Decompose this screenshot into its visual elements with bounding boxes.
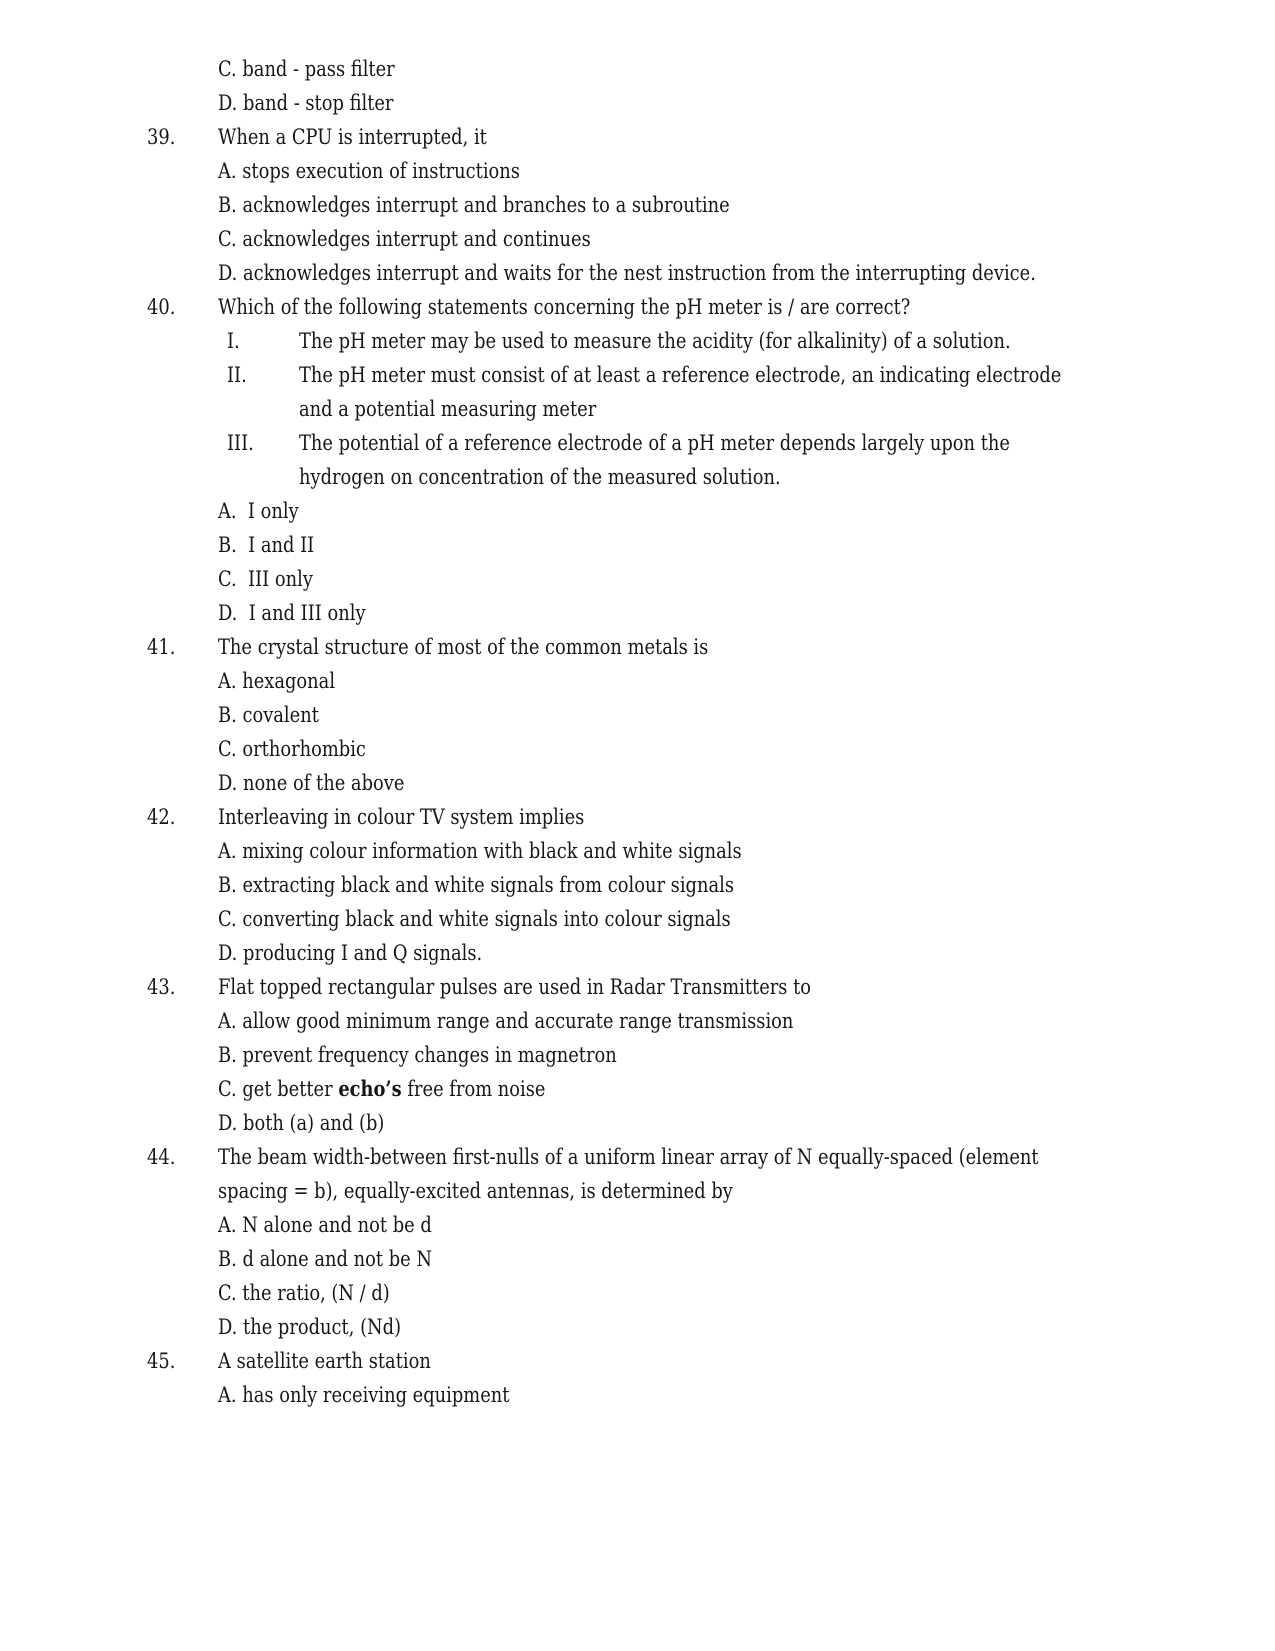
option-line bbox=[0, 902, 1275, 936]
question-line bbox=[0, 120, 1275, 154]
option-line bbox=[0, 256, 1275, 290]
statement-numeral: I. bbox=[227, 329, 240, 353]
line-text: B. covalent bbox=[218, 703, 319, 727]
question-line bbox=[0, 1140, 1275, 1174]
line-text: C. III only bbox=[218, 567, 313, 591]
option-line bbox=[0, 1276, 1275, 1310]
option-line bbox=[0, 1004, 1275, 1038]
option-line bbox=[0, 596, 1275, 630]
statement-numeral: III. bbox=[227, 431, 254, 455]
question-number: 40. bbox=[147, 295, 176, 319]
emphasized-text: echo’s bbox=[338, 1076, 402, 1101]
option-line bbox=[0, 664, 1275, 698]
statement-continuation-line bbox=[0, 460, 1275, 494]
question-number: 44. bbox=[147, 1145, 176, 1169]
line-text: A satellite earth station bbox=[218, 1349, 431, 1373]
option-line bbox=[0, 154, 1275, 188]
document-lines bbox=[0, 52, 1275, 1412]
line-text: A. mixing colour information with black and white signals bbox=[218, 839, 742, 863]
line-text: A. hexagonal bbox=[218, 669, 336, 693]
line-text: B. d alone and not be N bbox=[218, 1247, 433, 1271]
option-line bbox=[0, 936, 1275, 970]
line-text: D. none of the above bbox=[218, 771, 405, 795]
option-line bbox=[0, 732, 1275, 766]
line-text: A. has only receiving equipment bbox=[218, 1383, 510, 1407]
option-line bbox=[0, 222, 1275, 256]
question-number: 45. bbox=[147, 1349, 176, 1373]
line-text: hydrogen on concentration of the measured solution. bbox=[299, 465, 781, 489]
statement-line bbox=[0, 426, 1275, 460]
line-text: D. producing I and Q signals. bbox=[218, 941, 483, 965]
line-text: C. converting black and white signals into colour signals bbox=[218, 907, 731, 931]
option-line bbox=[0, 188, 1275, 222]
option-line bbox=[0, 1242, 1275, 1276]
line-text: A. stops execution of instructions bbox=[218, 159, 520, 183]
line-text: A. allow good minimum range and accurate range transmission bbox=[218, 1009, 794, 1033]
option-line bbox=[0, 86, 1275, 120]
line-text: The potential of a reference electrode of a pH meter depends largely upon the bbox=[299, 431, 1010, 455]
line-text: A. I only bbox=[218, 499, 299, 523]
line-text: D. I and III only bbox=[218, 601, 366, 625]
line-text: B. extracting black and white signals from colour signals bbox=[218, 873, 734, 897]
line-text: spacing = b), equally-excited antennas, is determined by bbox=[218, 1179, 733, 1203]
line-text: C. band - pass filter bbox=[218, 57, 395, 81]
statement-numeral: II. bbox=[227, 363, 247, 387]
question-continuation-line bbox=[0, 1174, 1275, 1208]
statement-line bbox=[0, 324, 1275, 358]
question-number: 39. bbox=[147, 125, 176, 149]
option-line bbox=[0, 698, 1275, 732]
option-line bbox=[0, 1038, 1275, 1072]
line-text: B. I and II bbox=[218, 533, 315, 557]
option-line bbox=[0, 52, 1275, 86]
line-text: B. prevent frequency changes in magnetron bbox=[218, 1043, 617, 1067]
question-line bbox=[0, 800, 1275, 834]
line-text: and a potential measuring meter bbox=[299, 397, 597, 421]
line-text: The beam width-between first-nulls of a uniform linear array of N equally-spaced (element bbox=[218, 1145, 1039, 1169]
option-line bbox=[0, 1106, 1275, 1140]
line-text: The pH meter must consist of at least a reference electrode, an indicating electrode bbox=[299, 363, 1062, 387]
line-text: Interleaving in colour TV system implies bbox=[218, 805, 585, 829]
line-text: The crystal structure of most of the common metals is bbox=[218, 635, 709, 659]
option-line bbox=[0, 1310, 1275, 1344]
line-text: D. the product, (Nd) bbox=[218, 1315, 402, 1339]
option-line bbox=[0, 528, 1275, 562]
option-line bbox=[0, 868, 1275, 902]
line-text: C. the ratio, (N / d) bbox=[218, 1281, 390, 1305]
line-text: A. N alone and not be d bbox=[218, 1213, 432, 1237]
line-text: D. acknowledges interrupt and waits for the nest instruction from the interrupting device. bbox=[218, 261, 1036, 285]
statement-line bbox=[0, 358, 1275, 392]
line-text: The pH meter may be used to measure the acidity (for alkalinity) of a solution. bbox=[299, 329, 1011, 353]
line-text: D. band - stop filter bbox=[218, 91, 394, 115]
option-line bbox=[0, 562, 1275, 596]
option-line bbox=[0, 1208, 1275, 1242]
line-text: C. get better echo’s free from noise bbox=[218, 1076, 546, 1101]
statement-continuation-line bbox=[0, 392, 1275, 426]
option-line bbox=[0, 834, 1275, 868]
question-number: 43. bbox=[147, 975, 176, 999]
line-text: Which of the following statements concerning the pH meter is / are correct? bbox=[218, 295, 911, 319]
line-text: C. orthorhombic bbox=[218, 737, 366, 761]
question-line bbox=[0, 630, 1275, 664]
question-number: 41. bbox=[147, 635, 176, 659]
question-number: 42. bbox=[147, 805, 176, 829]
line-text: B. acknowledges interrupt and branches to a subroutine bbox=[218, 193, 730, 217]
option-line bbox=[0, 1378, 1275, 1412]
question-line bbox=[0, 970, 1275, 1004]
question-line bbox=[0, 290, 1275, 324]
question-line bbox=[0, 1344, 1275, 1378]
line-text: Flat topped rectangular pulses are used in Radar Transmitters to bbox=[218, 975, 812, 999]
line-text: C. acknowledges interrupt and continues bbox=[218, 227, 591, 251]
option-line bbox=[0, 766, 1275, 800]
option-line bbox=[0, 1072, 1275, 1106]
line-text: When a CPU is interrupted, it bbox=[218, 125, 487, 149]
line-text: D. both (a) and (b) bbox=[218, 1111, 385, 1135]
option-line bbox=[0, 494, 1275, 528]
